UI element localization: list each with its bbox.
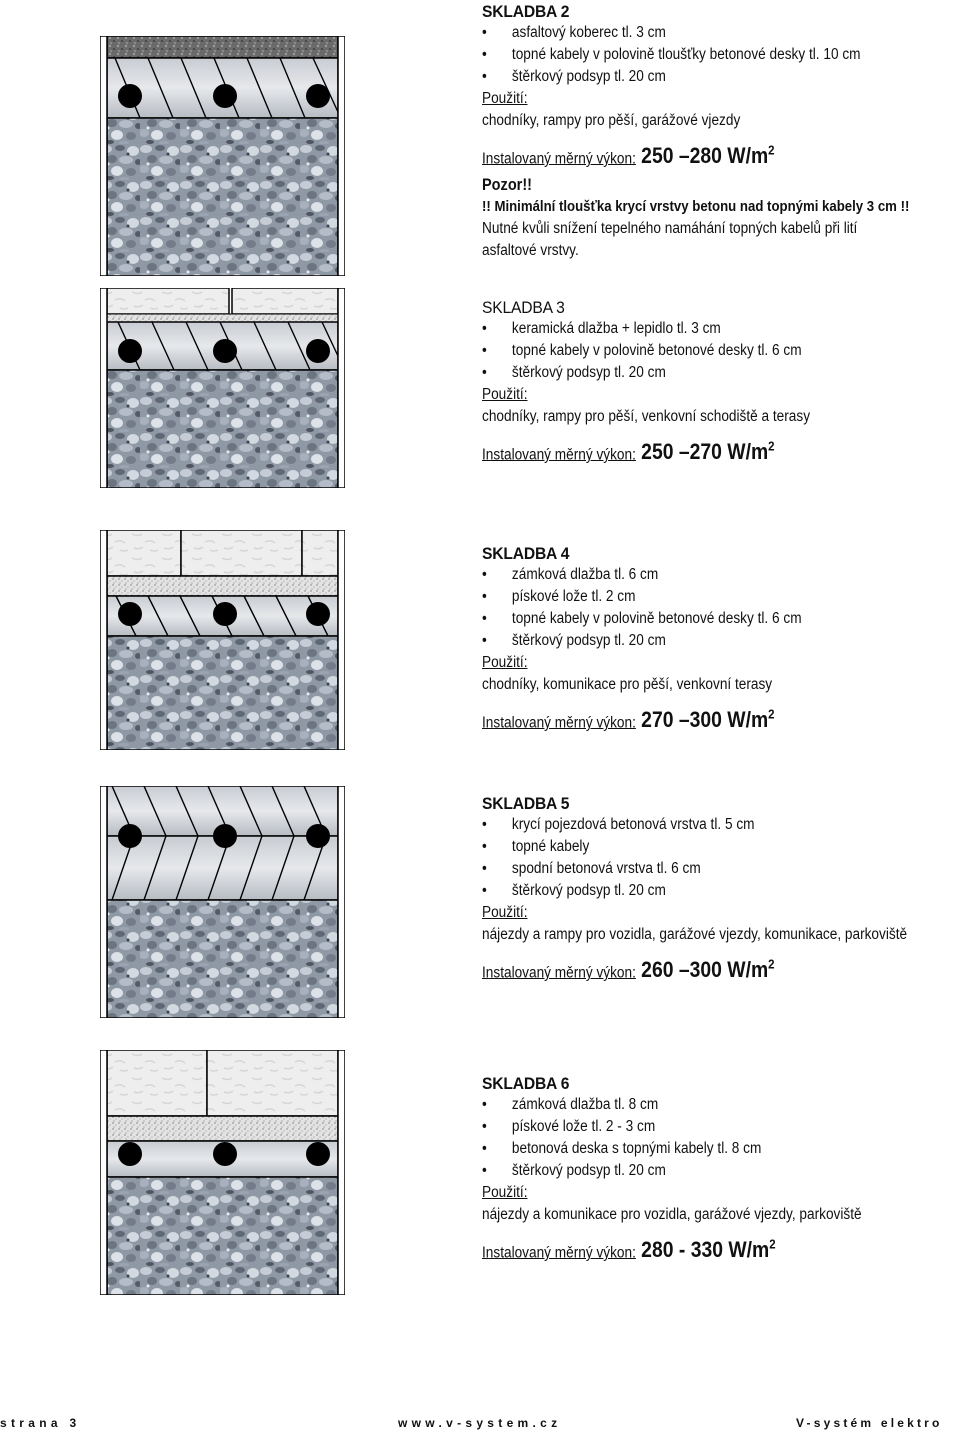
list-item: • krycí pojezdová betonová vrstva tl. 5 cm: [482, 814, 903, 836]
power-label: Instalovaný měrný výkon:: [482, 150, 636, 168]
section-title: SKLADBA 2: [482, 2, 570, 21]
footer-page-number: strana 3: [0, 1416, 81, 1430]
footer-website: www.v-system.cz: [398, 1416, 562, 1430]
power-value: 250 –270 $W/m^2$: [641, 439, 775, 465]
warning-text: Nutné kvůli snížení tepelného namáhání topných kabelů při lití: [482, 220, 858, 238]
list-item: • štěrkový podsyp tl. 20 cm: [482, 66, 903, 88]
figure-skladba-6: [100, 1050, 345, 1295]
warning-title: Pozor!!: [482, 176, 533, 195]
list-item: • spodní betonová vrstva tl. 6 cm: [482, 858, 903, 880]
figure-skladba-4: [100, 530, 345, 750]
power-label: Instalovaný měrný výkon:: [482, 714, 636, 732]
section-skladba-5: [482, 794, 960, 988]
section-skladba-2: [482, 2, 960, 262]
list-item: • keramická dlažba + lepidlo tl. 3 cm: [482, 318, 903, 340]
use-text: chodníky, rampy pro pěší, garážové vjezdy: [482, 112, 741, 129]
use-label: Použití:: [482, 654, 528, 671]
list-item: • štěrkový podsyp tl. 20 cm: [482, 880, 903, 902]
list-item: • pískové lože tl. 2 cm: [482, 586, 903, 608]
power-value: 270 –300 $W/m^2$: [641, 707, 775, 733]
power-rating: [482, 432, 903, 470]
section-skladba-3: [482, 298, 960, 470]
power-rating: [482, 700, 903, 738]
list-item: • topné kabely v polovině betonové desky tl. 6 cm: [482, 340, 903, 362]
power-label: Instalovaný měrný výkon:: [482, 964, 636, 982]
figure-skladba-2: [100, 36, 345, 276]
warning-text: asfaltové vrstvy.: [482, 242, 579, 260]
footer-company: V-systém elektro: [796, 1416, 943, 1430]
use-label: Použití:: [482, 386, 528, 403]
list-item: • štěrkový podsyp tl. 20 cm: [482, 1160, 903, 1182]
list-item: • betonová deska s topnými kabely tl. 8 cm: [482, 1138, 903, 1160]
section-title: SKLADBA 6: [482, 1074, 570, 1093]
list-item: • topné kabely: [482, 836, 903, 858]
list-item: • topné kabely v polovině betonové desky tl. 6 cm: [482, 608, 903, 630]
list-item: • štěrkový podsyp tl. 20 cm: [482, 362, 903, 384]
use-label: Použití:: [482, 1184, 528, 1201]
warning-bold: !! Minimální tloušťka krycí vrstvy betonu nad topnými kabely 3 cm !!: [482, 198, 910, 216]
list-item: • štěrkový podsyp tl. 20 cm: [482, 630, 903, 652]
power-rating: [482, 136, 903, 174]
power-label: Instalovaný měrný výkon:: [482, 1244, 636, 1262]
list-item: • zámková dlažba tl. 8 cm: [482, 1094, 903, 1116]
list-item: • asfaltový koberec tl. 3 cm: [482, 22, 903, 44]
use-text: chodníky, rampy pro pěší, venkovní schodiště a terasy: [482, 408, 811, 425]
figure-skladba-3: [100, 288, 345, 488]
list-item: • zámková dlažba tl. 6 cm: [482, 564, 903, 586]
power-value: 260 –300 $W/m^2$: [641, 957, 775, 983]
power-value: 250 –280 $W/m^2$: [641, 143, 775, 169]
list-item: • topné kabely v polovině tloušťky betonové desky tl. 10 cm: [482, 44, 903, 66]
power-rating: [482, 1230, 903, 1268]
power-rating: [482, 950, 903, 988]
power-label: Instalovaný měrný výkon:: [482, 446, 636, 464]
list-item: • pískové lože tl. 2 - 3 cm: [482, 1116, 903, 1138]
section-title: SKLADBA 3: [482, 298, 565, 317]
use-text: nájezdy a rampy pro vozidla, garážové vjezdy, komunikace, parkoviště: [482, 926, 908, 943]
use-text: nájezdy a komunikace pro vozidla, garážové vjezdy, parkoviště: [482, 1206, 862, 1223]
section-title: SKLADBA 4: [482, 544, 570, 563]
section-skladba-4: [482, 544, 960, 738]
use-label: Použití:: [482, 904, 528, 921]
section-title: SKLADBA 5: [482, 794, 570, 813]
figure-skladba-5: [100, 786, 345, 1018]
use-text: chodníky, komunikace pro pěší, venkovní terasy: [482, 676, 773, 693]
section-skladba-6: [482, 1074, 960, 1268]
use-label: Použití:: [482, 90, 528, 107]
power-value: 280 - 330 $W/m^2$: [641, 1237, 776, 1263]
